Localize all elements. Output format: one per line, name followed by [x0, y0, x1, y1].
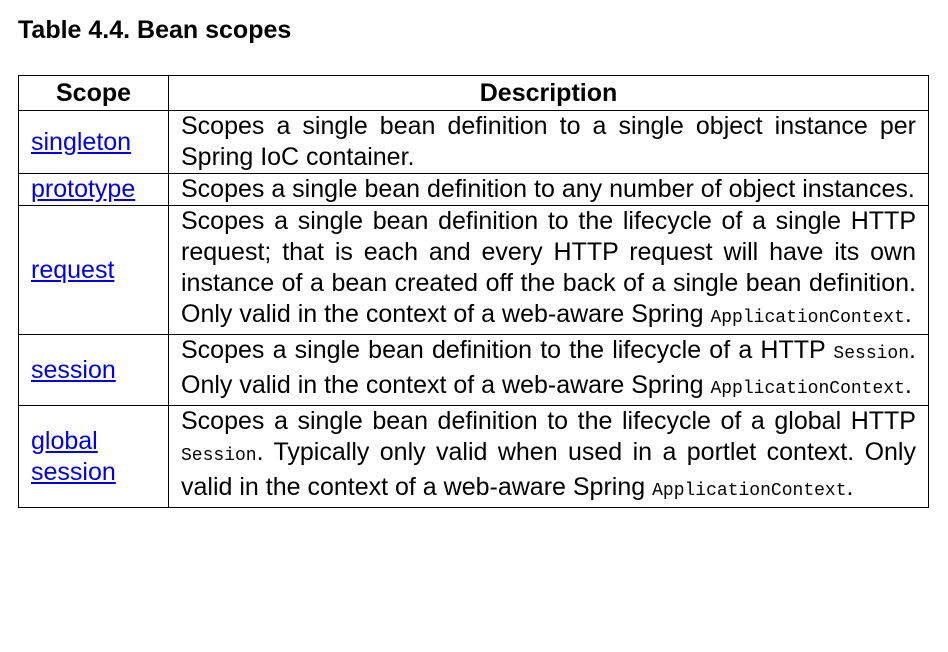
column-header-scope: Scope [19, 76, 169, 111]
description-text: Scopes a single bean definition to the lifecycle of a global HTTP [181, 407, 916, 435]
scope-cell [19, 335, 169, 406]
code-term: ApplicationContext [710, 308, 905, 328]
scope-link-request[interactable]: request [31, 255, 115, 284]
description-text: . [904, 371, 912, 399]
description-text: Scopes a single bean definition to any number of object instances. [181, 175, 915, 203]
description-text: Scopes a single bean definition to a single object instance per Spring IoC container. [181, 112, 916, 171]
table-header-row [19, 76, 929, 111]
scope-cell [19, 406, 169, 508]
scope-link-session[interactable]: session [31, 355, 116, 384]
table-row [19, 111, 929, 174]
bean-scopes-table [18, 75, 929, 508]
code-term: ApplicationContext [710, 379, 905, 399]
description-cell [169, 406, 929, 508]
table-caption: Table 4.4. Bean scopes [18, 16, 292, 44]
description-text: . Typically only valid when used in a portlet context. Only valid in the context of a web-aware Spring [181, 438, 916, 501]
scope-link-prototype[interactable]: prototype [31, 175, 136, 203]
description-text: . Only valid in the context of a web-aware Spring [181, 336, 916, 399]
description-cell [169, 335, 929, 406]
column-header-description: Description [169, 76, 929, 111]
code-term: Session [181, 446, 257, 466]
table-row [19, 206, 929, 335]
description-cell [169, 206, 929, 335]
scope-cell [19, 111, 169, 174]
description-text: . [846, 473, 854, 501]
table-body [19, 111, 929, 508]
description-text: . [904, 300, 912, 328]
scope-link-global-session[interactable]: global session [31, 426, 116, 486]
table-row [19, 174, 929, 206]
table-row [19, 406, 929, 508]
description-cell [169, 174, 929, 206]
table-row [19, 335, 929, 406]
description-text: Scopes a single bean definition to the lifecycle of a HTTP [181, 336, 834, 364]
description-cell [169, 111, 929, 174]
description-text: Scopes a single bean definition to the lifecycle of a single HTTP request; that is each and every HTTP request will have its own instance of a bean created off the back of a single bean definition. Only valid in the context of a web-aware Spring [181, 207, 916, 328]
scope-cell [19, 206, 169, 335]
code-term: Session [833, 344, 910, 364]
code-term: ApplicationContext [652, 481, 847, 501]
scope-link-singleton[interactable]: singleton [31, 127, 132, 156]
scope-cell [19, 174, 169, 206]
